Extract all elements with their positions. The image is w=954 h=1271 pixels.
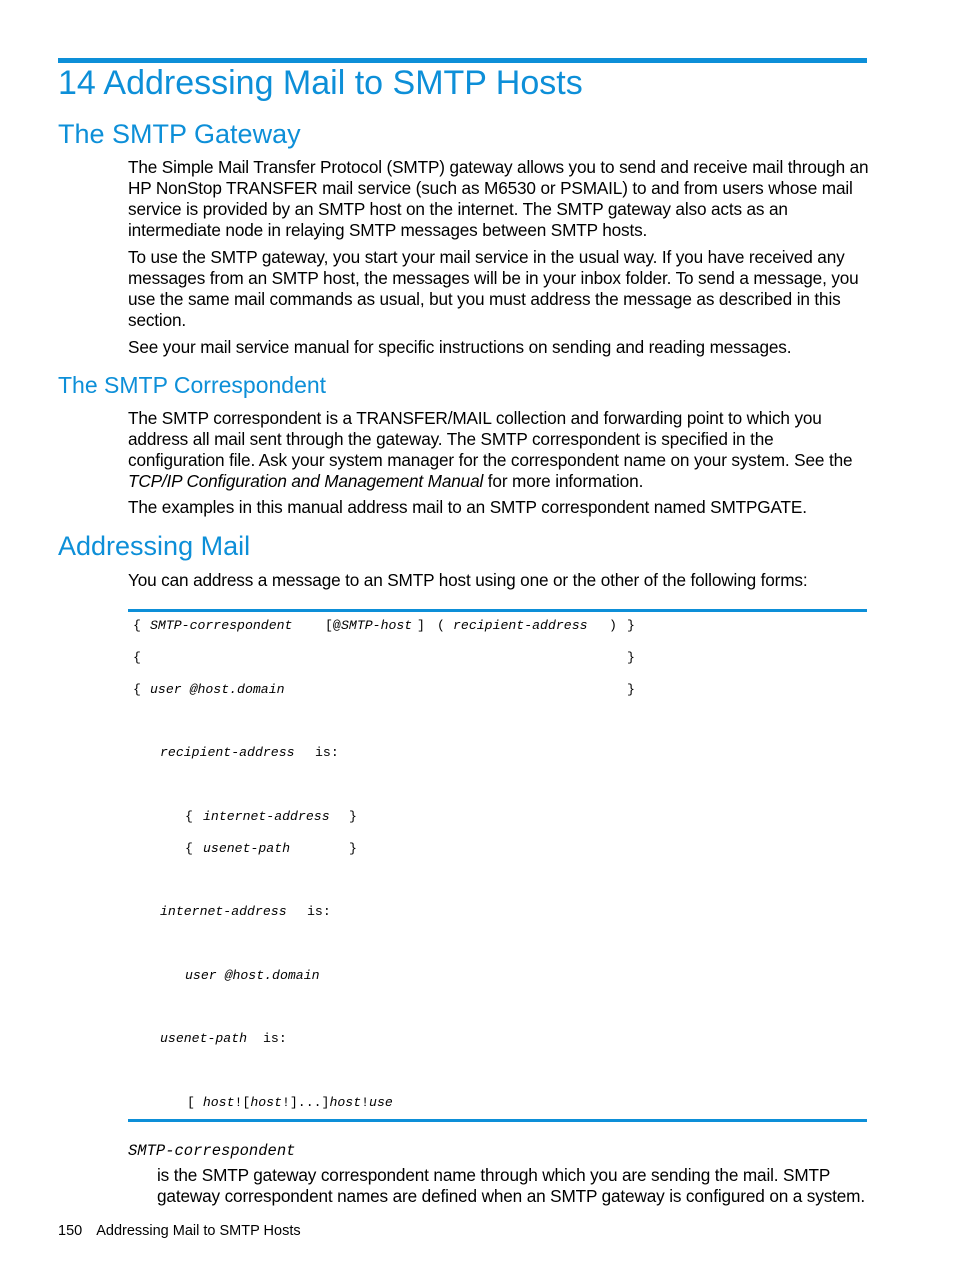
- syntax-box-bottom-rule: [128, 1119, 867, 1122]
- syntax-brace-open-4: {: [185, 809, 193, 824]
- syntax-brace-open-3: {: [133, 682, 141, 697]
- syntax-usenet-path-form: [187, 1095, 393, 1111]
- path-host-2: host: [250, 1095, 282, 1110]
- syntax-brace-open-1: {: [133, 618, 141, 633]
- syntax-brace-close-3: }: [627, 682, 635, 697]
- chapter-top-rule: [58, 58, 867, 63]
- gateway-paragraph-2: To use the SMTP gateway, you start your mail service in the usual way. If you have received any messages from an SMTP host, the messages will be in your inbox folder. To send a message, you use the same mail commands as usual, but you must address the message as described in this section.: [128, 247, 859, 330]
- addressing-intro: You can address a message to an SMTP host using one or the other of the following forms:: [128, 570, 808, 590]
- syntax-paren-open: (: [437, 618, 445, 633]
- syntax-paren-close: ): [609, 618, 617, 633]
- syntax-smtp-host: SMTP-host: [341, 618, 413, 633]
- path-bang-3: !: [361, 1095, 370, 1110]
- syntax-bracket-close: ]: [417, 618, 425, 633]
- syntax-brace-close-2: }: [627, 650, 635, 665]
- path-bang-2: !]...]: [281, 1095, 330, 1110]
- syntax-is-2: is:: [307, 904, 331, 919]
- path-host-1: host: [202, 1095, 235, 1110]
- syntax-usenet-path: usenet-path: [203, 841, 291, 856]
- section-heading-smtp-gateway: The SMTP Gateway: [58, 119, 301, 149]
- gateway-paragraph-3: See your mail service manual for specific instructions on sending and reading messages.: [128, 337, 792, 357]
- running-title: Addressing Mail to SMTP Hosts: [96, 1223, 301, 1239]
- path-bang-1: ![: [234, 1095, 251, 1110]
- page-footer: [58, 1223, 315, 1239]
- syntax-brace-open-5: {: [185, 841, 193, 856]
- syntax-smtp-correspondent: SMTP-correspondent: [150, 618, 293, 633]
- section-heading-addressing-mail: Addressing Mail: [58, 531, 251, 561]
- path-host-3: host: [329, 1095, 362, 1110]
- path-use: use: [369, 1095, 393, 1110]
- manual-title-reference: TCP/IP Configuration and Management Manual: [128, 471, 484, 491]
- syntax-brace-close-1: }: [627, 618, 635, 633]
- syntax-at-bracket: [@: [325, 618, 341, 633]
- syntax-usenet-path-label: usenet-path: [160, 1031, 248, 1046]
- syntax-user-host-domain: user @host.domain: [150, 682, 285, 697]
- page-number: 150: [58, 1223, 83, 1239]
- syntax-is-1: is:: [315, 745, 339, 760]
- syntax-recipient-address: recipient-address: [453, 618, 588, 633]
- syntax-internet-address: internet-address: [203, 809, 330, 824]
- chapter-title: 14 Addressing Mail to SMTP Hosts: [58, 64, 583, 102]
- syntax-brace-open-2: {: [133, 650, 141, 665]
- section-heading-smtp-correspondent: The SMTP Correspondent: [58, 372, 327, 398]
- syntax-box-top-rule: [128, 609, 867, 612]
- gateway-paragraph-1: The Simple Mail Transfer Protocol (SMTP) gateway allows you to send and receive mail through an HP NonStop TRANSFER mail service (such as M6530 or PSMAIL) to and from users whose mail service is provided by an SMTP host on the internet. The SMTP gateway also acts as an intermediate node in relaying SMTP messages between SMTP hosts.: [128, 157, 869, 240]
- syntax-internet-address-form: user @host.domain: [185, 968, 320, 983]
- correspondent-text-part1: The SMTP correspondent is a TRANSFER/MAIL collection and forwarding point to which you address all mail sent through the gateway. The SMTP correspondent is specified in the configuration file. Ask your system manager for the correspondent name on your system. See the: [128, 408, 853, 470]
- correspondent-paragraph-1: [128, 408, 870, 492]
- definition-text: is the SMTP gateway correspondent name through which you are sending the mail. SMTP gateway correspondent names are defined when an SMTP gateway is configured on a system.: [157, 1165, 865, 1206]
- syntax-brace-close-5: }: [349, 841, 357, 856]
- correspondent-paragraph-2: The examples in this manual address mail to an SMTP correspondent named SMTPGATE.: [128, 497, 807, 517]
- path-open-bracket: [: [187, 1095, 195, 1110]
- syntax-recipient-address-label: recipient-address: [160, 745, 295, 760]
- syntax-brace-close-4: }: [349, 809, 357, 824]
- correspondent-text-part2: for more information.: [483, 471, 644, 491]
- syntax-internet-address-label: internet-address: [160, 904, 287, 919]
- definition-term: SMTP-correspondent: [128, 1142, 296, 1160]
- syntax-is-3: is:: [263, 1031, 287, 1046]
